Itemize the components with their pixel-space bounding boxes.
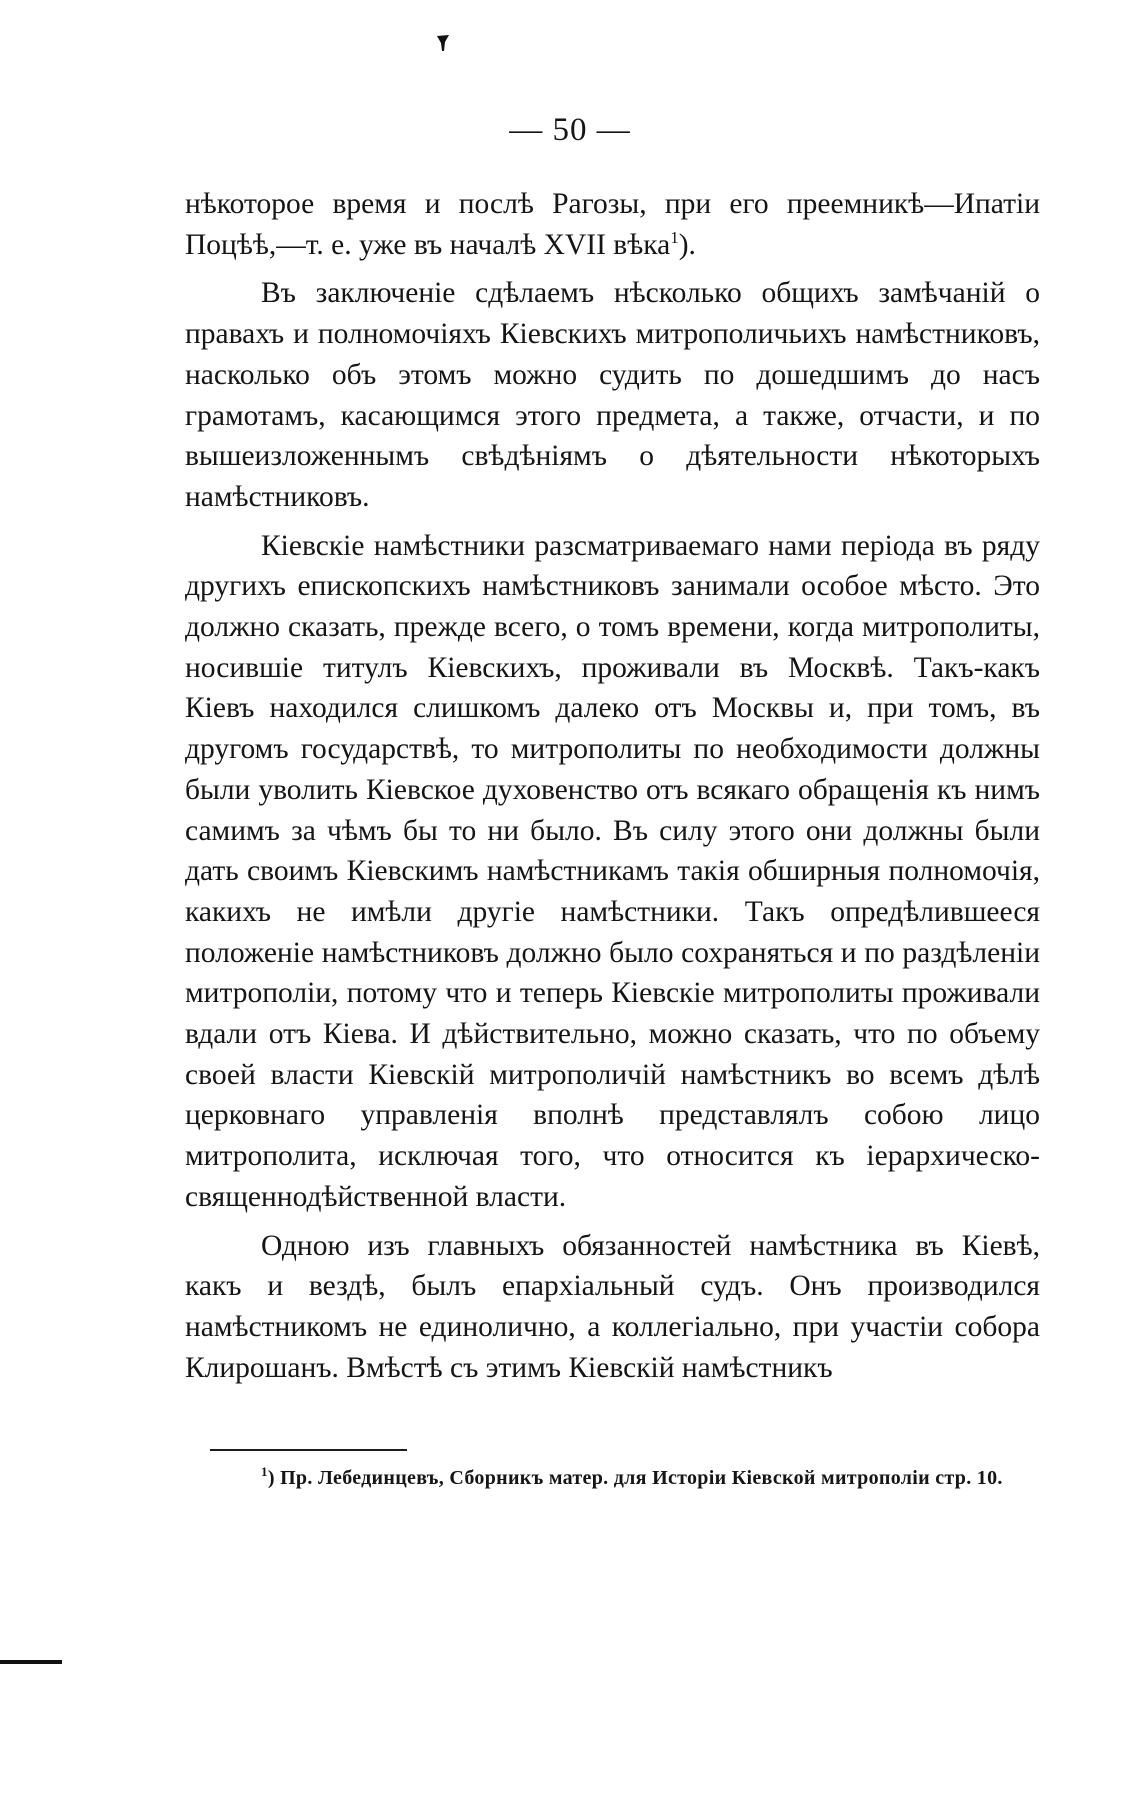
paragraph-2: Въ заключеніе сдѣлаемъ нѣсколько общихъ замѣчаній о правахъ и полномочіяхъ Кіевскихъ митрополичьихъ намѣстниковъ, насколько объ этомъ можно судить по дошедшимъ до насъ грамотамъ, касающимся этого предмета, а также, отчасти, и по вышеизложеннымъ свѣдѣніямъ о дѣятельности нѣкоторыхъ намѣстниковъ. — [185, 277, 1040, 513]
footnote-reference: 1 — [670, 227, 679, 247]
paragraph-1 — [185, 184, 1040, 265]
paragraph-1-end: ). — [678, 228, 696, 261]
footnote-marker: 1 — [261, 1464, 268, 1479]
main-text — [185, 184, 1040, 1388]
footnote-divider — [210, 1449, 407, 1451]
margin-ink-stroke — [0, 1660, 62, 1664]
page-number: — 50 — — [509, 112, 631, 148]
ink-blot-mark — [436, 34, 450, 52]
paragraph-4: Одною изъ главныхъ обязанностей намѣстника въ Кіевѣ, какъ и вездѣ, былъ епархіальный судъ. Онъ производился намѣстникомъ не единолично, а коллегіально, при участіи собора Клирошанъ. Вмѣстѣ съ этимъ Кіевскій намѣстникъ — [185, 1229, 1040, 1384]
footnote-text: ) Пр. Лебединцевъ, Сборникъ матер. для Исторіи Кіевской митрополіи стр. 10. — [267, 1467, 1003, 1489]
paragraph-1-text: нѣкоторое время и послѣ Рагозы, при его преемникѣ—Ипатіи Поцѣѣ,—т. е. уже въ началѣ XVII вѣка — [185, 188, 1040, 261]
footnote — [185, 1463, 1040, 1494]
paragraph-3: Кіевскіе намѣстники разсматриваемаго нами періода въ ряду другихъ епископскихъ намѣстниковъ занимали особое мѣсто. Это должно сказать, прежде всего, о томъ времени, когда митрополиты, носившіе титулъ Кіевскихъ, проживали въ Москвѣ. Такъ-какъ Кіевъ находился слишкомъ далеко отъ Москвы и, при томъ, въ другомъ государствѣ, то митрополиты по необходимости должны были уволить Кіевское духовенство отъ всякаго обращенія къ нимъ самимъ за чѣмъ бы то ни было. Въ силу этого они должны были дать своимъ Кіевскимъ намѣстникамъ такія обширныя полномочія, какихъ не имѣли другіе намѣстники. Такъ опредѣлившееся положеніе намѣстниковъ должно было сохраняться и по раздѣленіи митрополіи, потому что и теперь Кіевскіе митрополиты проживали вдали отъ Кіева. И дѣйствительно, можно сказать, что по объему своей власти Кіевскій митрополичій намѣстникъ во всемъ дѣлѣ церковнаго управленія вполнѣ представлялъ собою лицо митрополита, исключая того, что относится къ іерархическо-священнодѣйственной власти. — [185, 529, 1040, 1213]
